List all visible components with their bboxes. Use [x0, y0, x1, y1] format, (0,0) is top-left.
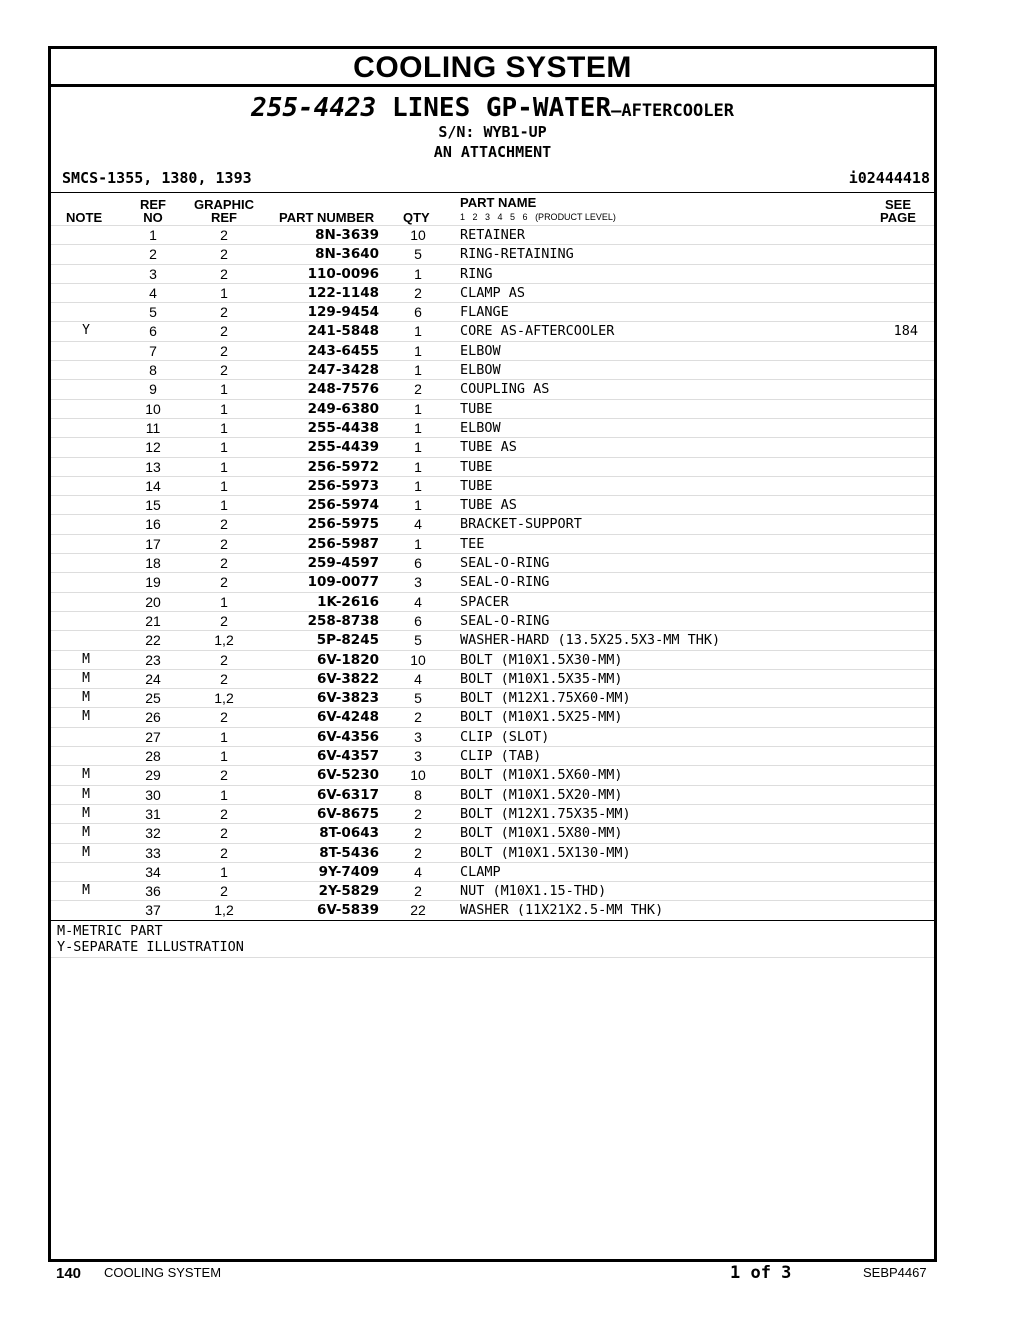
- graphic-ref-cell: 2: [220, 612, 228, 629]
- table-row: [51, 707, 934, 726]
- table-row: [51, 804, 934, 823]
- qty-cell: 2: [414, 883, 422, 900]
- col-ref-header: [135, 198, 171, 224]
- qty-cell: 3: [414, 574, 422, 591]
- part-number-cell: 6V-1820: [316, 651, 379, 668]
- graphic-ref-cell: 2: [220, 709, 228, 726]
- part-number-cell: 256-5972: [307, 458, 379, 475]
- ref-no-cell: 26: [145, 709, 161, 726]
- part-number-cell: 6V-4356: [316, 728, 379, 745]
- product-level-numbers: 1 2 3 4 5 6: [460, 212, 528, 222]
- graphic-ref-cell: 2: [220, 670, 228, 687]
- part-number-cell: 110-0096: [307, 265, 379, 282]
- product-level-label: (PRODUCT LEVEL): [535, 212, 616, 222]
- graphic-ref-cell: 1: [220, 400, 228, 417]
- part-name-cell: SEAL-O-RING: [460, 555, 550, 572]
- col-see-page-header: [878, 198, 918, 224]
- part-name-cell: BOLT (M10X1.5X25-MM): [460, 709, 623, 726]
- table-row: [51, 379, 934, 398]
- part-name-cell: BOLT (M10X1.5X35-MM): [460, 670, 623, 687]
- part-number-cell: 9Y-7409: [318, 863, 379, 880]
- qty-cell: 4: [414, 863, 422, 880]
- part-number-cell: 6V-4357: [316, 748, 379, 765]
- table-row: [51, 476, 934, 495]
- ref-no-cell: 3: [149, 265, 157, 282]
- graphic-ref-cell: 2: [220, 516, 228, 533]
- table-row: [51, 727, 934, 746]
- part-number-cell: 122-1148: [307, 284, 379, 301]
- part-number-cell: 255-4438: [307, 419, 379, 436]
- qty-cell: 1: [414, 323, 422, 340]
- part-name-cell: BOLT (M12X1.75X60-MM): [460, 690, 631, 707]
- table-row: [51, 264, 934, 283]
- note-cell: M: [82, 786, 90, 802]
- part-name-cell: CLIP (TAB): [460, 748, 542, 765]
- part-number-cell: 6V-4248: [316, 709, 379, 726]
- table-row: [51, 244, 934, 263]
- ref-no-cell: 5: [149, 304, 157, 321]
- ref-no-cell: 34: [145, 863, 161, 880]
- part-name-cell: CORE AS-AFTERCOOLER: [460, 323, 615, 340]
- graphic-ref-cell: 1,2: [214, 632, 234, 649]
- ref-no-cell: 32: [145, 825, 161, 842]
- part-name-cell: TUBE AS: [460, 497, 517, 514]
- part-number-cell: 8N-3640: [315, 246, 379, 263]
- note-cell: M: [82, 767, 90, 783]
- footer-doc-number: SEBP4467: [863, 1265, 927, 1280]
- ref-no-cell: 8: [149, 362, 157, 379]
- part-name-cell: TUBE: [460, 477, 493, 494]
- graphic-ref-cell: 2: [220, 805, 228, 822]
- footer-section: COOLING SYSTEM: [104, 1265, 222, 1280]
- table-row: [51, 514, 934, 533]
- qty-cell: 2: [414, 381, 422, 398]
- part-name-cell: TEE: [460, 535, 485, 552]
- note-cell: M: [82, 690, 90, 706]
- part-number-cell: 247-3428: [307, 362, 379, 379]
- ref-no-cell: 11: [145, 419, 161, 436]
- note-cell: M: [82, 805, 90, 821]
- col-see-header-bottom: PAGE: [880, 210, 916, 225]
- part-name-cell: CLAMP AS: [460, 284, 526, 301]
- part-name-cell: CLAMP: [460, 863, 501, 880]
- table-row: [51, 437, 934, 456]
- ref-no-cell: 1: [149, 227, 157, 243]
- qty-cell: 1: [414, 439, 422, 456]
- graphic-ref-cell: 2: [220, 342, 228, 359]
- part-name-cell: COUPLING AS: [460, 381, 550, 398]
- graphic-ref-cell: 1,2: [214, 902, 234, 919]
- part-name-cell: ELBOW: [460, 362, 501, 379]
- part-name-cell: CLIP (SLOT): [460, 728, 550, 745]
- part-number-cell: 6V-5839: [316, 902, 379, 919]
- part-name-cell: TUBE: [460, 458, 493, 475]
- qty-cell: 4: [414, 670, 422, 687]
- graphic-ref-cell: 2: [220, 651, 228, 668]
- col-part-number-header: PART NUMBER: [279, 210, 375, 225]
- part-number-cell: 6V-8675: [316, 805, 379, 822]
- part-name-cell: BRACKET-SUPPORT: [460, 516, 582, 533]
- part-number-cell: 8T-5436: [319, 844, 379, 861]
- part-number-cell: 256-5975: [307, 516, 379, 533]
- table-row: [51, 630, 934, 649]
- part-name-cell: RETAINER: [460, 227, 526, 243]
- table-row: [51, 881, 934, 900]
- table-row: [51, 688, 934, 707]
- part-number-cell: 6V-6317: [316, 786, 379, 803]
- qty-cell: 2: [414, 825, 422, 842]
- part-name-cell: BOLT (M10X1.5X80-MM): [460, 825, 623, 842]
- part-name-cell: BOLT (M12X1.75X35-MM): [460, 805, 631, 822]
- ref-no-cell: 29: [145, 767, 161, 784]
- col-graphic-header-bottom: REF: [211, 210, 237, 225]
- graphic-ref-cell: 1: [220, 419, 228, 436]
- table-row: [51, 785, 934, 804]
- part-number-cell: 5P-8245: [316, 632, 379, 649]
- col-qty-header: QTY: [403, 210, 430, 225]
- qty-cell: 5: [414, 632, 422, 649]
- table-row: [51, 302, 934, 321]
- ref-no-cell: 28: [145, 748, 161, 765]
- ref-no-cell: 12: [145, 439, 161, 456]
- ref-no-cell: 17: [145, 535, 161, 552]
- part-name-cell: WASHER-HARD (13.5X25.5X3-MM THK): [460, 632, 721, 649]
- ref-no-cell: 20: [145, 593, 161, 610]
- part-name-cell: SEAL-O-RING: [460, 612, 550, 629]
- part-number-cell: 109-0077: [307, 574, 379, 591]
- graphic-ref-cell: 2: [220, 555, 228, 572]
- graphic-ref-cell: 1,2: [214, 690, 234, 707]
- ref-no-cell: 27: [145, 728, 161, 745]
- qty-cell: 2: [414, 805, 422, 822]
- ref-no-cell: 23: [145, 651, 161, 668]
- ref-no-cell: 15: [145, 497, 161, 514]
- note-cell: M: [82, 825, 90, 841]
- table-row: [51, 843, 934, 862]
- graphic-ref-cell: 2: [220, 825, 228, 842]
- graphic-ref-cell: 2: [220, 246, 228, 263]
- table-row: [51, 823, 934, 842]
- table-row: [51, 746, 934, 765]
- see-page-cell: 184: [893, 323, 918, 340]
- ref-no-cell: 24: [145, 670, 161, 687]
- table-row: [51, 399, 934, 418]
- part-number-cell: 6V-3822: [316, 670, 379, 687]
- note-cell: Y: [82, 323, 90, 339]
- part-name-cell: BOLT (M10X1.5X60-MM): [460, 767, 623, 784]
- graphic-ref-cell: 2: [220, 323, 228, 340]
- graphic-ref-cell: 2: [220, 362, 228, 379]
- ref-no-cell: 16: [145, 516, 161, 533]
- product-level-header: [460, 212, 616, 222]
- table-row: [51, 225, 934, 244]
- table-row: [51, 553, 934, 572]
- qty-cell: 6: [414, 612, 422, 629]
- notes-legend: [51, 920, 934, 957]
- graphic-ref-cell: 2: [220, 574, 228, 591]
- qty-cell: 6: [414, 555, 422, 572]
- qty-cell: 1: [414, 419, 422, 436]
- part-number-cell: 2Y-5829: [318, 883, 379, 900]
- ref-no-cell: 36: [145, 883, 161, 900]
- table-row: [51, 418, 934, 437]
- part-number-cell: 256-5974: [307, 497, 379, 514]
- note-cell: M: [82, 844, 90, 860]
- qty-cell: 5: [414, 246, 422, 263]
- qty-cell: 3: [414, 748, 422, 765]
- ref-no-cell: 37: [145, 902, 161, 919]
- part-number-cell: 8T-0643: [319, 825, 379, 842]
- part-number-cell: 8N-3639: [315, 227, 379, 243]
- graphic-ref-cell: 2: [220, 767, 228, 784]
- table-row: [51, 572, 934, 591]
- graphic-ref-cell: 1: [220, 477, 228, 494]
- qty-cell: 2: [414, 284, 422, 301]
- graphic-ref-cell: 1: [220, 593, 228, 610]
- note-metric: M-METRIC PART: [57, 922, 163, 939]
- footer-page-number: 140: [56, 1265, 82, 1282]
- ref-no-cell: 10: [145, 400, 161, 417]
- graphic-ref-cell: 2: [220, 304, 228, 321]
- ref-no-cell: 30: [145, 786, 161, 803]
- illustration-id: i02444418: [848, 169, 930, 187]
- part-name-cell: BOLT (M10X1.5X130-MM): [460, 844, 631, 861]
- table-row: [51, 360, 934, 379]
- ref-no-cell: 21: [145, 612, 161, 629]
- ref-no-cell: 25: [145, 690, 161, 707]
- ref-no-cell: 9: [149, 381, 157, 398]
- table-row: [51, 283, 934, 302]
- part-name-cell: BOLT (M10X1.5X20-MM): [460, 786, 623, 803]
- ref-no-cell: 4: [149, 284, 157, 301]
- table-row: [51, 341, 934, 360]
- serial-number: S/N: WYB1-UP: [438, 123, 547, 141]
- ref-no-cell: 19: [145, 574, 161, 591]
- part-number-cell: 258-8738: [307, 612, 379, 629]
- graphic-ref-cell: 1: [220, 748, 228, 765]
- part-number-cell: 255-4439: [307, 439, 379, 456]
- qty-cell: 10: [410, 651, 426, 668]
- col-note-header: NOTE: [66, 210, 103, 225]
- parts-page-frame: [48, 46, 937, 1262]
- ref-no-cell: 2: [149, 246, 157, 263]
- qty-cell: 4: [414, 516, 422, 533]
- smcs-codes: SMCS-1355, 1380, 1393: [62, 169, 252, 187]
- qty-cell: 4: [414, 593, 422, 610]
- graphic-ref-cell: 1: [220, 284, 228, 301]
- part-name-cell: RING-RETAINING: [460, 246, 574, 263]
- qty-cell: 1: [414, 342, 422, 359]
- graphic-ref-cell: 2: [220, 535, 228, 552]
- note-separate-illustration: Y-SEPARATE ILLUSTRATION: [57, 938, 244, 955]
- table-row: [51, 862, 934, 881]
- graphic-ref-cell: 1: [220, 381, 228, 398]
- part-number-cell: 6V-5230: [316, 767, 379, 784]
- ref-no-cell: 6: [149, 323, 157, 340]
- qty-cell: 1: [414, 497, 422, 514]
- qty-cell: 1: [414, 400, 422, 417]
- part-number-cell: 6V-3823: [316, 690, 379, 707]
- part-name-cell: ELBOW: [460, 419, 501, 436]
- table-row: [51, 611, 934, 630]
- qty-cell: 8: [414, 786, 422, 803]
- graphic-ref-cell: 1: [220, 497, 228, 514]
- table-row: [51, 765, 934, 784]
- part-name-cell: NUT (M10X1.15-THD): [460, 883, 607, 900]
- note-cell: M: [82, 709, 90, 725]
- table-row: [51, 900, 934, 919]
- graphic-ref-cell: 1: [220, 863, 228, 880]
- col-ref-header-top: REF: [140, 197, 166, 212]
- notes-end-rule: [51, 957, 934, 958]
- qty-cell: 10: [410, 227, 426, 243]
- table-row: [51, 457, 934, 476]
- part-name-cell: WASHER (11X21X2.5-MM THK): [460, 902, 664, 919]
- qty-cell: 3: [414, 728, 422, 745]
- group-name-suffix: —AFTERCOOLER: [611, 101, 734, 121]
- col-ref-header-bottom: NO: [143, 210, 163, 225]
- col-graphic-header: [191, 198, 257, 224]
- qty-cell: 10: [410, 767, 426, 784]
- ref-no-cell: 18: [145, 555, 161, 572]
- ref-no-cell: 14: [145, 477, 161, 494]
- group-number: 255-4423: [251, 93, 377, 123]
- qty-cell: 1: [414, 265, 422, 282]
- part-number-cell: 129-9454: [307, 304, 379, 321]
- note-cell: M: [82, 651, 90, 667]
- qty-cell: 22: [410, 902, 426, 919]
- ref-no-cell: 13: [145, 458, 161, 475]
- graphic-ref-cell: 1: [220, 728, 228, 745]
- col-see-header-top: SEE: [884, 197, 911, 212]
- group-title: [51, 93, 934, 123]
- table-row: [51, 321, 934, 340]
- table-row: [51, 495, 934, 514]
- note-cell: M: [82, 670, 90, 686]
- part-name-cell: RING: [460, 265, 493, 282]
- graphic-ref-cell: 1: [220, 786, 228, 803]
- footer-sheet: 1 of 3: [730, 1263, 792, 1283]
- part-number-cell: 241-5848: [307, 323, 379, 340]
- qty-cell: 1: [414, 362, 422, 379]
- qty-cell: 2: [414, 844, 422, 861]
- qty-cell: 2: [414, 709, 422, 726]
- ref-no-cell: 33: [145, 844, 161, 861]
- table-row: [51, 534, 934, 553]
- part-name-cell: SEAL-O-RING: [460, 574, 550, 591]
- qty-cell: 6: [414, 304, 422, 321]
- part-name-cell: TUBE: [460, 400, 493, 417]
- part-name-cell: BOLT (M10X1.5X30-MM): [460, 651, 623, 668]
- graphic-ref-cell: 1: [220, 439, 228, 456]
- group-name: LINES GP-WATER: [391, 93, 612, 123]
- table-row: [51, 669, 934, 688]
- graphic-ref-cell: 1: [220, 458, 228, 475]
- parts-table: [51, 225, 934, 958]
- graphic-ref-cell: 2: [220, 844, 228, 861]
- header-rule: [51, 192, 934, 193]
- col-graphic-header-top: GRAPHIC: [194, 197, 254, 212]
- graphic-ref-cell: 2: [220, 265, 228, 282]
- qty-cell: 1: [414, 458, 422, 475]
- ref-no-cell: 31: [145, 805, 161, 822]
- part-name-cell: ELBOW: [460, 342, 501, 359]
- table-row: [51, 592, 934, 611]
- col-part-name-header: PART NAME: [460, 195, 537, 210]
- section-title: COOLING SYSTEM: [51, 49, 934, 87]
- part-number-cell: 249-6380: [307, 400, 379, 417]
- graphic-ref-cell: 2: [220, 883, 228, 900]
- qty-cell: 5: [414, 690, 422, 707]
- table-row: [51, 650, 934, 669]
- part-number-cell: 248-7576: [307, 381, 379, 398]
- part-number-cell: 243-6455: [307, 342, 379, 359]
- graphic-ref-cell: 2: [220, 227, 228, 243]
- ref-no-cell: 7: [149, 342, 157, 359]
- attachment-label: AN ATTACHMENT: [433, 143, 552, 161]
- part-name-cell: SPACER: [460, 593, 509, 610]
- ref-no-cell: 22: [145, 632, 161, 649]
- part-name-cell: FLANGE: [460, 304, 509, 321]
- qty-cell: 1: [414, 535, 422, 552]
- part-number-cell: 1K-2616: [317, 593, 379, 610]
- part-name-cell: TUBE AS: [460, 439, 517, 456]
- note-cell: M: [82, 883, 90, 899]
- part-number-cell: 256-5973: [307, 477, 379, 494]
- part-number-cell: 256-5987: [307, 535, 379, 552]
- part-number-cell: 259-4597: [307, 555, 379, 572]
- qty-cell: 1: [414, 477, 422, 494]
